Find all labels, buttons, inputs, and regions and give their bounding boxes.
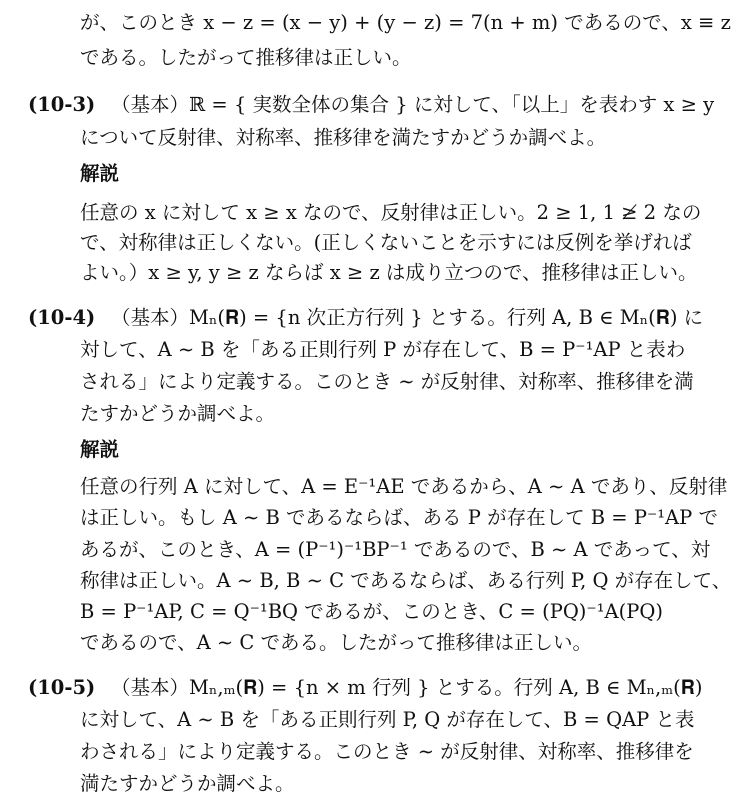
text-line: は正しい。もし A ∼ B であるならば、ある P が存在して B = P⁻¹AP で bbox=[80, 506, 718, 529]
text-line: 称律は正しい。A ∼ B, B ∼ C であるならば、ある行列 P, Q が存在して、 bbox=[80, 569, 732, 592]
text-line: 任意の x に対して x ≥ x なので、反射律は正しい。2 ≥ 1, 1 ≱ 2 なの bbox=[80, 201, 702, 224]
text-line: で、対称律は正しくない。(正しくないことを示すには反例を挙げれば bbox=[80, 231, 692, 254]
problem-number: (10-4) bbox=[28, 306, 96, 329]
section-heading: 解説 bbox=[80, 162, 120, 185]
text-line: である。したがって推移律は正しい。 bbox=[80, 46, 412, 69]
problem-10-4-header bbox=[0, 304, 733, 332]
text-line: あるが、このとき、A = (P⁻¹)⁻¹BP⁻¹ であるので、B ∼ A であって、対 bbox=[80, 538, 711, 561]
problem-number: (10-3) bbox=[28, 93, 96, 116]
text-line: よい。）x ≥ y, y ≥ z ならば x ≥ z は成り立つので、推移律は正しい。 bbox=[80, 261, 698, 284]
text-line: について反射律、対称率、推移律を満たすかどうか調べよ。 bbox=[80, 126, 607, 149]
problem-10-3-header bbox=[0, 91, 733, 119]
problem-statement: （基本）ℝ = { 実数全体の集合 } に対して、「以上」を表わす x ≥ y bbox=[111, 93, 715, 116]
text-line: 任意の行列 A に対して、A = E⁻¹AE であるから、A ∼ A であり、反射律 bbox=[80, 475, 728, 498]
section-heading: 解説 bbox=[80, 438, 120, 461]
text-line: 満たすかどうか調べよ。 bbox=[80, 772, 295, 795]
text-line: が、このとき x − z = (x − y) + (y − z) = 7(n + m) であるので、x ≡ z bbox=[80, 11, 731, 34]
problem-number: (10-5) bbox=[28, 676, 96, 699]
text-line: わされる」により定義する。このとき ∼ が反射律、対称率、推移律を bbox=[80, 740, 694, 763]
text-line: たすかどうか調べよ。 bbox=[80, 402, 276, 425]
problem-10-5-header bbox=[0, 674, 733, 702]
problem-statement: （基本）Mₙ,ₘ(𝐑) = {n × m 行列 } とする。行列 A, B ∈ Mₙ,ₘ(𝐑) bbox=[111, 676, 703, 699]
text-line: される」により定義する。このとき ∼ が反射律、対称率、推移律を満 bbox=[80, 370, 694, 393]
text-line: B = P⁻¹AP, C = Q⁻¹BQ であるが、このとき、C = (PQ)⁻¹A(PQ) bbox=[80, 600, 663, 623]
problem-statement: （基本）Mₙ(𝐑) = {n 次正方行列 } とする。行列 A, B ∈ Mₙ(𝐑) に bbox=[111, 306, 704, 329]
text-line: 対して、A ∼ B を「ある正則行列 P が存在して、B = P⁻¹AP と表わ bbox=[80, 338, 686, 361]
text-line: であるので、A ∼ C である。したがって推移律は正しい。 bbox=[80, 631, 593, 654]
text-line: に対して、A ∼ B を「ある正則行列 P, Q が存在して、B = QAP と表 bbox=[80, 708, 695, 731]
